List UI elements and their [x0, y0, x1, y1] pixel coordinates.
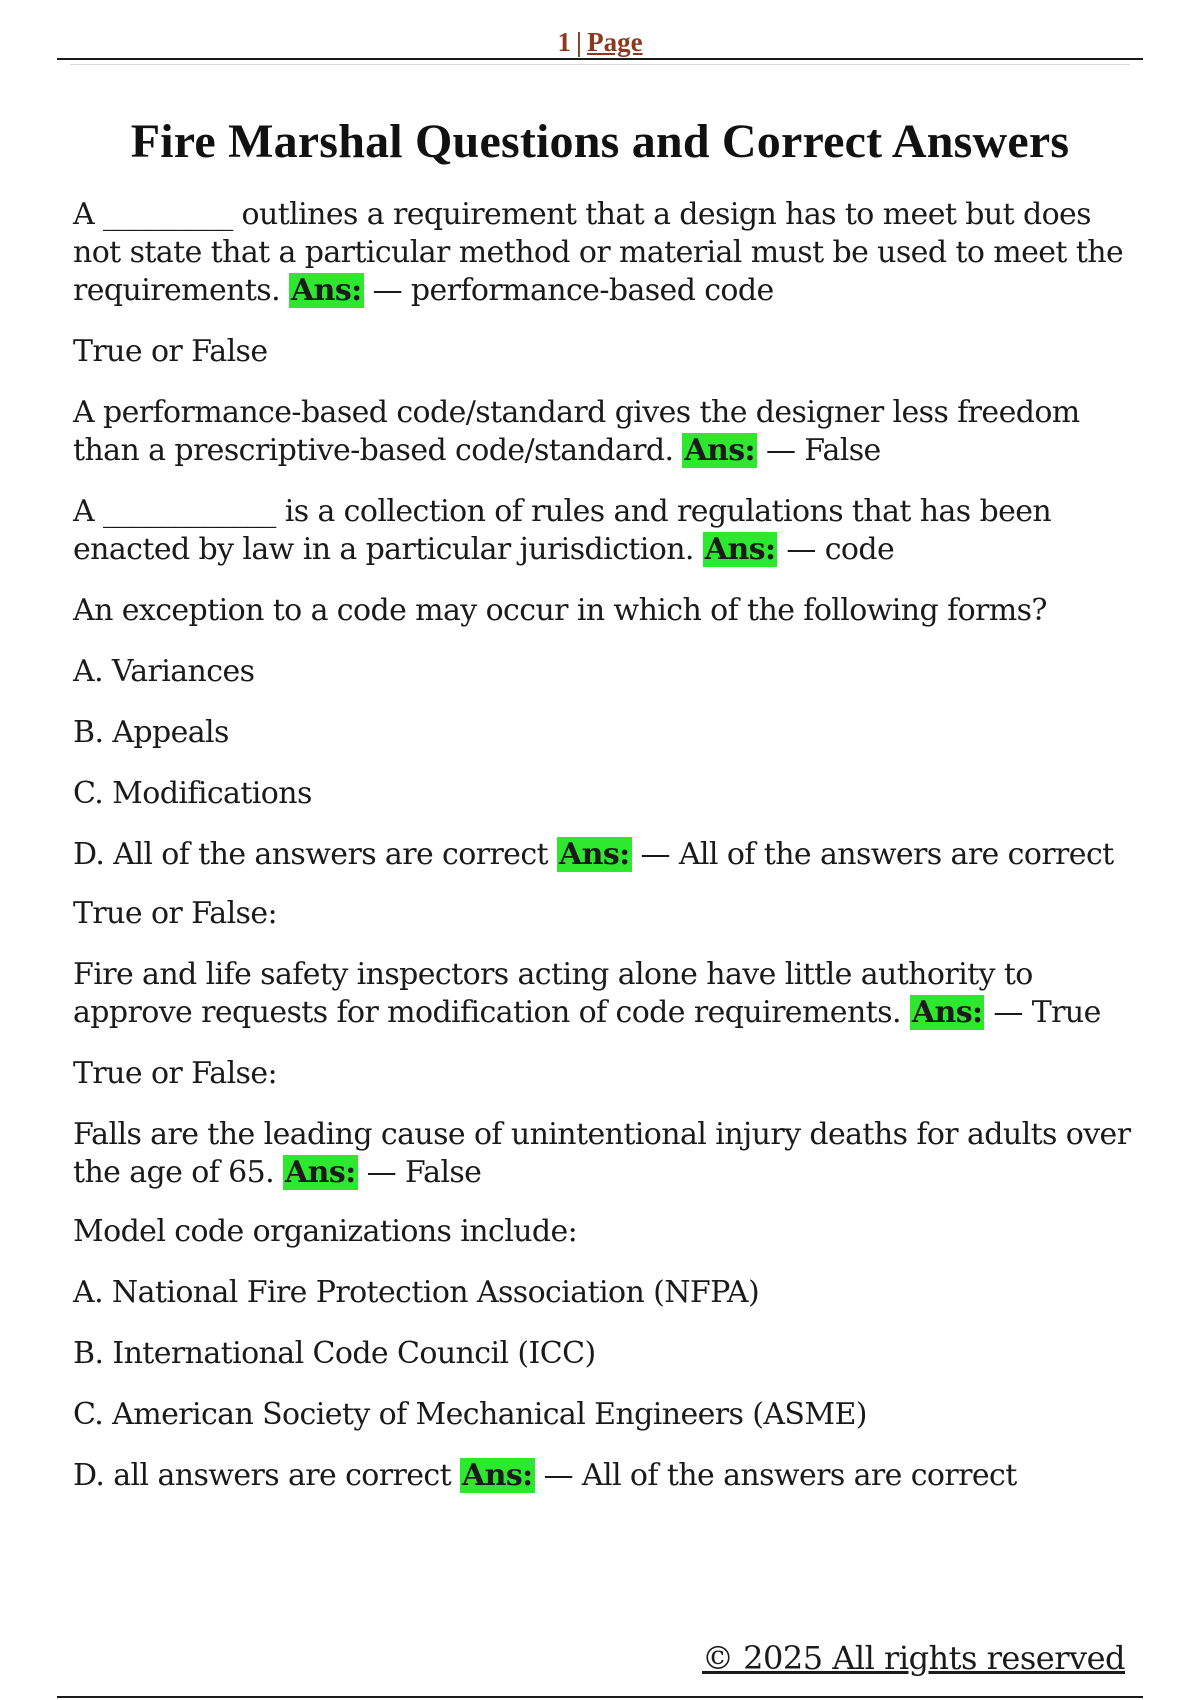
- page-header: [57, 28, 1143, 60]
- paragraph-text: Fire and life safety inspectors acting alone have little authority to approve requests for modification of code requirements.: [73, 957, 1033, 1030]
- answer-label: Ans:: [684, 433, 755, 468]
- answer-option: [73, 653, 1143, 691]
- answer-text: — All of the answers are correct: [640, 837, 1114, 872]
- paragraph-text: B. International Code Council (ICC): [73, 1336, 596, 1371]
- paragraph-text: A. Variances: [73, 654, 255, 689]
- answer-option: [73, 1396, 1143, 1434]
- answer-option: [73, 836, 1143, 874]
- copyright-footer: © 2025 All rights reserved: [702, 1639, 1125, 1677]
- paragraph-text: C. Modifications: [73, 776, 312, 811]
- header-divider: [70, 64, 1130, 65]
- paragraph-text: A _________ outlines a requirement that a design has to meet but does not state that a particular method or material must be used to meet the requirements.: [73, 197, 1124, 308]
- paragraph-text: True or False:: [73, 896, 278, 931]
- answer-label: Ans:: [704, 532, 776, 567]
- paragraph-text: C. American Society of Mechanical Engineers (ASME): [73, 1397, 867, 1432]
- question-paragraph: [73, 1116, 1143, 1192]
- question-paragraph: [73, 394, 1143, 470]
- paragraph-text: B. Appeals: [73, 715, 229, 750]
- page-separator: |: [576, 27, 582, 57]
- question-paragraph: [73, 1055, 1143, 1093]
- question-paragraph: [73, 493, 1143, 569]
- paragraph-text: True or False:: [73, 1056, 278, 1091]
- paragraph-text: D. All of the answers are correct: [73, 837, 548, 872]
- question-paragraph: [73, 196, 1143, 310]
- paragraph-text: True or False: [73, 334, 268, 369]
- answer-text: — False: [366, 1155, 482, 1190]
- answer-text: — performance-based code: [372, 273, 774, 308]
- answer-text: — All of the answers are correct: [543, 1458, 1017, 1493]
- answer-option: [73, 1457, 1143, 1495]
- document-body: [73, 196, 1143, 1518]
- paragraph-text: Model code organizations include:: [73, 1214, 578, 1249]
- paragraph-text: A performance-based code/standard gives the designer less freedom than a prescriptive-based code/standard.: [73, 395, 1080, 468]
- question-paragraph: [73, 592, 1143, 630]
- page-number: 1: [557, 27, 571, 57]
- answer-text: — True: [993, 995, 1101, 1030]
- answer-option: [73, 775, 1143, 813]
- question-paragraph: [73, 1213, 1143, 1251]
- answer-option: [73, 1335, 1143, 1373]
- question-paragraph: [73, 956, 1143, 1032]
- document-title: Fire Marshal Questions and Correct Answers: [130, 115, 1070, 168]
- question-paragraph: [73, 333, 1143, 371]
- paragraph-text: D. all answers are correct: [73, 1458, 452, 1493]
- answer-label: Ans:: [462, 1458, 533, 1493]
- paragraph-text: A ____________ is a collection of rules and regulations that has been enacted by law in a particular jurisdiction.: [73, 494, 1052, 567]
- footer-divider: [57, 1696, 1143, 1698]
- paragraph-text: An exception to a code may occur in which of the following forms?: [73, 593, 1047, 628]
- paragraph-text: Falls are the leading cause of unintentional injury deaths for adults over the age of 65.: [73, 1117, 1131, 1190]
- answer-label: Ans:: [285, 1155, 356, 1190]
- answer-text: — False: [765, 433, 881, 468]
- answer-label: Ans:: [911, 995, 983, 1030]
- answer-label: Ans:: [558, 837, 630, 872]
- question-paragraph: [73, 895, 1143, 933]
- answer-option: [73, 714, 1143, 752]
- paragraph-text: A. National Fire Protection Association (NFPA): [73, 1275, 760, 1310]
- answer-label: Ans:: [290, 273, 362, 308]
- answer-option: [73, 1274, 1143, 1312]
- answer-text: — code: [786, 532, 895, 567]
- page-label: Page: [587, 27, 643, 57]
